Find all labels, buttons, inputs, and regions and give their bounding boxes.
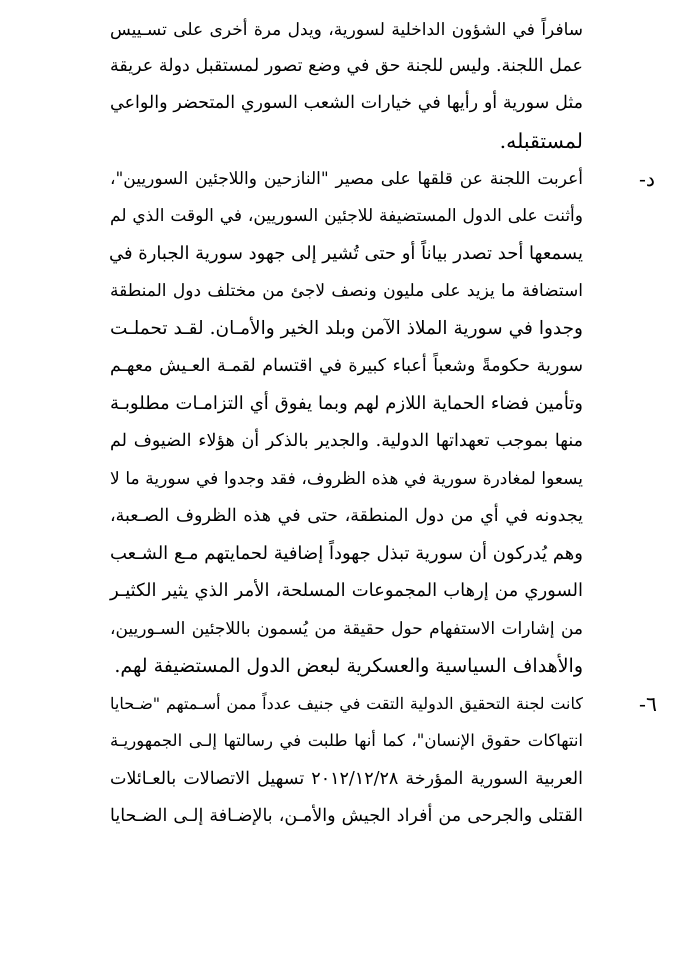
text-line: مثل سورية أو رأيها في خيارات الشعب السوري المتحضر والواعي — [110, 93, 583, 113]
text-line: العربية السورية المؤرخة ٢٠١٢/١٢/٢٨ تسهيل الاتصالات بالعـائلات — [110, 769, 583, 789]
text-line: استضافة ما يزيد على مليون ونصف لاجئ من مختلف دول المنطقة — [110, 281, 583, 301]
text-line: أعربت اللجنة عن قلقها على مصير "النازحين واللاجئين السوريين"، — [110, 169, 583, 189]
text-line: والأهداف السياسية والعسكرية لبعض الدول المستضيفة لهم. — [114, 655, 583, 677]
text-line: من إشارات الاستفهام حول حقيقة من يُسمون باللاجئين السـوريين، — [110, 619, 583, 639]
text-line: لمستقبله. — [499, 129, 583, 153]
text-line: يسمعها أحد تصدر بياناً أو حتى تُشير إلى جهود سورية الجبارة في — [108, 243, 583, 264]
text-line: وأثنت على الدول المستضيفة للاجئين السوريين، في الوقت الذي لم — [110, 206, 583, 226]
text-line: وتأمين فضاء الحماية اللازم لهم وبما يفوق أي التزامـات مطلوبـة — [110, 393, 583, 414]
text-line: كانت لجنة التحقيق الدولية التقت في جنيف عدداً ممن أسـمتهم "ضـحايا — [110, 694, 583, 713]
text-line: السوري من إرهاب المجموعات المسلحة، الأمر الذي يثير الكثيـر — [110, 580, 583, 601]
list-marker: د- — [638, 167, 655, 191]
text-line: يجدونه في أي من دول المنطقة، حتى في هذه الظروف الصـعبة، — [110, 506, 583, 526]
text-line: القتلى والجرحى من أفراد الجيش والأمـن، بالإضـافة إلـى الضـحايا — [110, 806, 583, 826]
text-line: سافراً في الشؤون الداخلية لسورية، ويدل مرة أخرى على تسـييس — [110, 20, 583, 40]
list-marker: ٦- — [639, 692, 657, 716]
text-line: انتهاكات حقوق الإنسان"، كما أنها طلبت في رسالتها إلـى الجمهوريـة — [110, 731, 583, 750]
text-line: وجدوا في سورية الملاذ الآمن وبلد الخير والأمـان. لقـد تحملـت — [110, 318, 583, 339]
text-line: عمل اللجنة. وليس للجنة حق في وضع تصور لمستقبل دولة عريقة — [110, 56, 583, 76]
text-line: منها بموجب تعهداتها الدولية. والجدير بالذكر أن هؤلاء الضيوف لم — [110, 431, 583, 451]
text-line: يسعوا لمغادرة سورية في هذه الظروف، فقد وجدوا في سورية ما لا — [110, 469, 583, 489]
text-line: سورية حكومةً وشعباً أعباء كبيرة في اقتسام لقمـة العـيش معهـم — [110, 356, 583, 376]
text-line: وهم يُدركون أن سورية تبذل جهوداً إضافية لحمايتهم مـع الشـعب — [110, 543, 583, 564]
